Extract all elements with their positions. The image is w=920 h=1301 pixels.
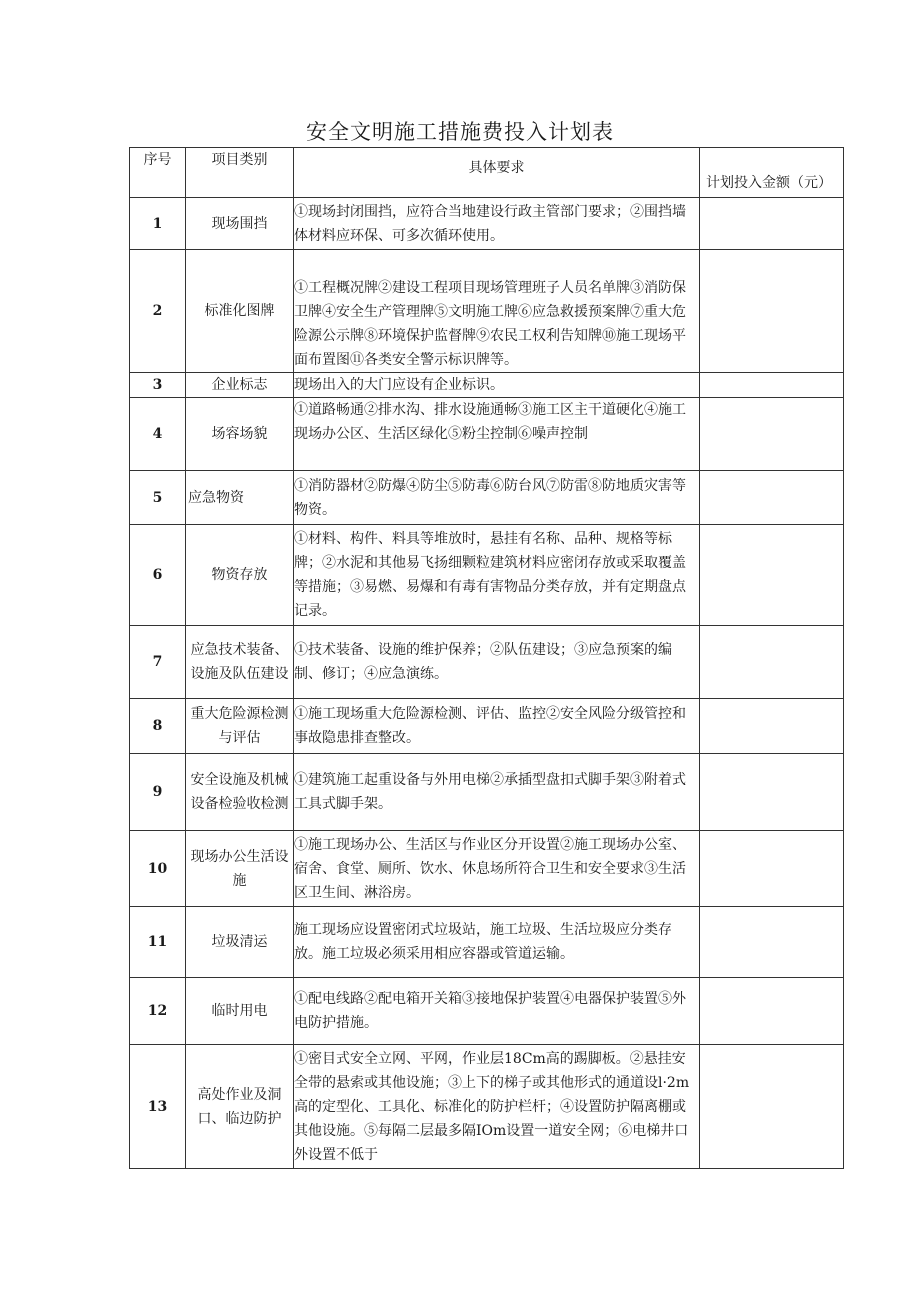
row-seq: 2 xyxy=(130,250,186,373)
row-category: 重大危险源检测与评估 xyxy=(186,699,294,754)
table-row xyxy=(130,978,844,1045)
table-row xyxy=(130,198,844,250)
row-requirement: ①消防器材②防爆④防尘⑤防毒⑥防台风⑦防雷⑧防地质灾害等物资。 xyxy=(294,471,700,525)
row-amount xyxy=(700,907,844,978)
row-seq: 10 xyxy=(130,831,186,907)
row-amount xyxy=(700,471,844,525)
table-row xyxy=(130,525,844,626)
row-seq: 3 xyxy=(130,373,186,398)
row-amount xyxy=(700,699,844,754)
row-category: 现场办公生活设施 xyxy=(186,831,294,907)
row-category: 标准化图牌 xyxy=(186,250,294,373)
row-amount xyxy=(700,373,844,398)
row-requirement: ①工程概况牌②建设工程项目现场管理班子人员名单牌③消防保卫牌④安全生产管理牌⑤文明施工牌⑥应急救援预案牌⑦重大危险源公示牌⑧环境保护监督牌⑨农民工权利告知牌⑩施工现场平面布置图⑪各类安全警示标识牌等。 xyxy=(294,250,700,373)
header-seq: 序号 xyxy=(130,148,186,198)
row-seq: 5 xyxy=(130,471,186,525)
row-amount xyxy=(700,198,844,250)
row-amount xyxy=(700,250,844,373)
row-requirement: ①密目式安全立网、平网，作业层18Cm高的踢脚板。②悬挂安全带的悬索或其他设施；③上下的梯子或其他形式的通道设l·2m高的定型化、工具化、标准化的防护栏杆；④设置防护隔离棚或其他设施。⑤每隔二层最多隔IOm设置一道安全网；⑥电梯井口外设置不低于 xyxy=(294,1045,700,1169)
row-requirement: ①现场封闭围挡，应符合当地建设行政主管部门要求；②围挡墙体材料应环保、可多次循环使用。 xyxy=(294,198,700,250)
expense-plan-table xyxy=(129,147,844,1169)
row-seq: 12 xyxy=(130,978,186,1045)
row-requirement: ①建筑施工起重设备与外用电梯②承插型盘扣式脚手架③附着式工具式脚手架。 xyxy=(294,754,700,831)
table-row xyxy=(130,626,844,699)
row-requirement: ①施工现场办公、生活区与作业区分开设置②施工现场办公室、宿舍、食堂、厕所、饮水、休息场所符合卫生和安全要求③生活区卫生间、淋浴房。 xyxy=(294,831,700,907)
table-row xyxy=(130,754,844,831)
row-requirement: ①配电线路②配电箱开关箱③接地保护装置④电器保护装置⑤外电防护措施。 xyxy=(294,978,700,1045)
table-row xyxy=(130,398,844,471)
row-amount xyxy=(700,525,844,626)
row-amount xyxy=(700,831,844,907)
row-category: 高处作业及洞口、临边防护 xyxy=(186,1045,294,1169)
row-category: 现场围挡 xyxy=(186,198,294,250)
row-requirement: ①施工现场重大危险源检测、评估、监控②安全风险分级管控和事故隐患排查整改。 xyxy=(294,699,700,754)
page-title: 安全文明施工措施费投入计划表 xyxy=(306,120,614,144)
row-category: 临时用电 xyxy=(186,978,294,1045)
row-amount xyxy=(700,626,844,699)
table-row xyxy=(130,831,844,907)
header-category: 项目类别 xyxy=(186,148,294,198)
row-amount xyxy=(700,398,844,471)
row-requirement: 施工现场应设置密闭式垃圾站，施工垃圾、生活垃圾应分类存放。施工垃圾必须采用相应容器或管道运输。 xyxy=(294,907,700,978)
row-category: 垃圾清运 xyxy=(186,907,294,978)
row-category: 企业标志 xyxy=(186,373,294,398)
table-row xyxy=(130,1045,844,1169)
row-requirement: ①道路畅通②排水沟、排水设施通畅③施工区主干道硬化④施工现场办公区、生活区绿化⑤粉尘控制⑥噪声控制 xyxy=(294,398,700,471)
row-requirement: 现场出入的大门应设有企业标识。 xyxy=(294,373,700,398)
header-requirement: 具体要求 xyxy=(294,148,700,198)
row-category: 物资存放 xyxy=(186,525,294,626)
row-amount xyxy=(700,754,844,831)
row-seq: 7 xyxy=(130,626,186,699)
row-amount xyxy=(700,978,844,1045)
row-category: 安全设施及机械设备检验收检测 xyxy=(186,754,294,831)
row-category: 场容场貌 xyxy=(186,398,294,471)
row-seq: 8 xyxy=(130,699,186,754)
row-seq: 13 xyxy=(130,1045,186,1169)
row-seq: 11 xyxy=(130,907,186,978)
row-requirement: ①技术装备、设施的维护保养；②队伍建设；③应急预案的编制、修订；④应急演练。 xyxy=(294,626,700,699)
table-row xyxy=(130,471,844,525)
row-amount xyxy=(700,1045,844,1169)
row-seq: 4 xyxy=(130,398,186,471)
header-amount: 计划投入金额（元） xyxy=(700,148,844,198)
header-row xyxy=(130,148,844,198)
table-row xyxy=(130,373,844,398)
row-seq: 1 xyxy=(130,198,186,250)
row-seq: 6 xyxy=(130,525,186,626)
row-category: 应急物资 xyxy=(186,471,294,525)
row-seq: 9 xyxy=(130,754,186,831)
row-category: 应急技术装备、设施及队伍建设 xyxy=(186,626,294,699)
table-row xyxy=(130,699,844,754)
table-row xyxy=(130,250,844,373)
table-row xyxy=(130,907,844,978)
row-requirement: ①材料、构件、料具等堆放时，悬挂有名称、品种、规格等标牌；②水泥和其他易飞扬细颗粒建筑材料应密闭存放或采取覆盖等措施；③易燃、易爆和有毒有害物品分类存放，并有定期盘点记录。 xyxy=(294,525,700,626)
